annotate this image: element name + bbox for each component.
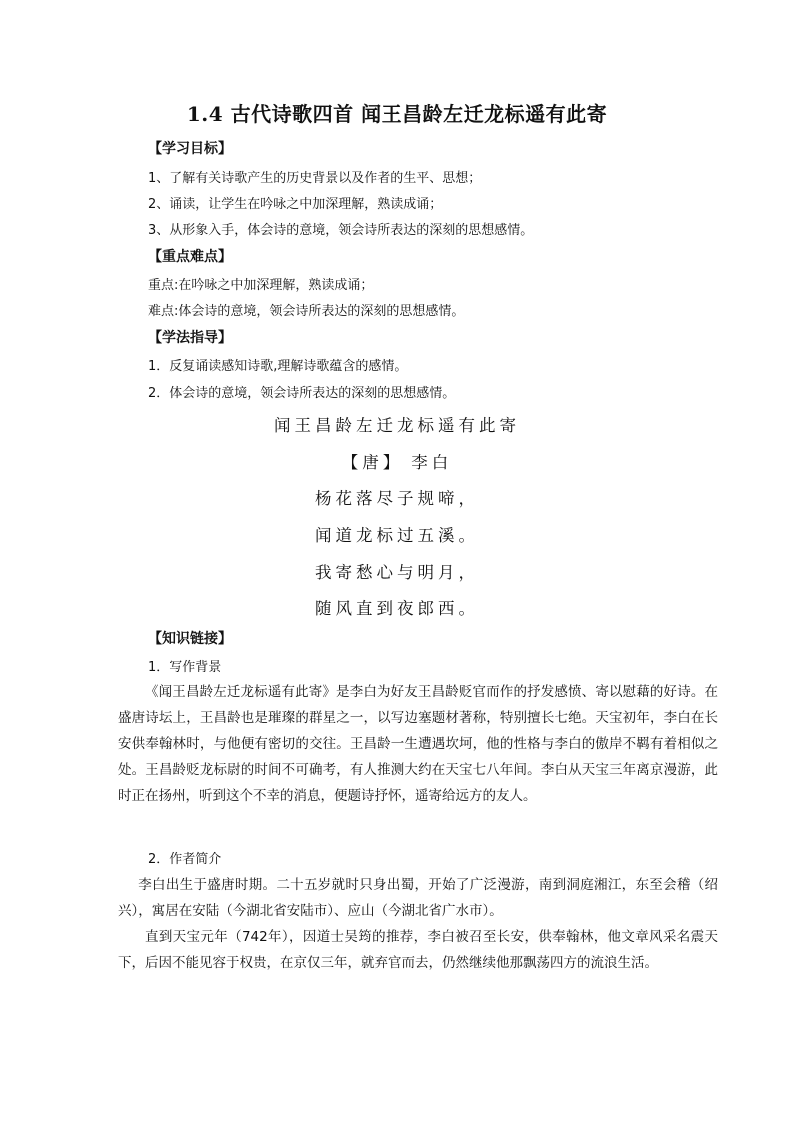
poem-author: 李白	[411, 453, 453, 472]
subheading-author-intro: 2．作者简介	[148, 852, 222, 867]
guidance-item: 1．反复诵读感知诗歌,理解诗歌蕴含的感情。	[148, 359, 408, 374]
section-heading-knowledge: 【知识链接】	[148, 631, 232, 647]
goal-item: 2、诵读，让学生在吟咏之中加深理解，熟读成诵；	[148, 197, 443, 212]
poem-line: 杨花落尽子规啼，	[315, 489, 479, 508]
paragraph-author-intro: 李白出生于盛唐时期。二十五岁就时只身出蜀，开始了广泛漫游，南到洞庭湘江，东至会稽（绍兴），寓居在安陆（今湖北省安陆市）、应山（今湖北省广水市）。	[118, 877, 718, 919]
poem-author-line	[0, 449, 794, 473]
goal-item: 1、了解有关诗歌产生的历史背景以及作者的生平、思想；	[148, 171, 482, 186]
paragraph-background: 《闻王昌龄左迁龙标遥有此寄》是李白为好友王昌龄贬官而作的抒发感愤、寄以慰藉的好诗。在盛唐诗坛上，王昌龄也是璀璨的群星之一，以写边塞题材著称，特别擅长七绝。天宝初年，李白在长安供奉翰林时，与他便有密切的交往。王昌龄一生遭遇坎坷，他的性格与李白的傲岸不羁有着相似之处。王昌龄贬龙标尉的时间不可确考，有人推测大约在天宝七八年间。李白从天宝三年离京漫游，此时正在扬州，听到这个不幸的消息，便题诗抒怀，遥寄给远方的友人。	[118, 684, 718, 804]
poem-line: 随风直到夜郎西。	[315, 599, 479, 618]
paragraph-author-career: 直到天宝元年（742年），因道士吴筠的推荐，李白被召至长安，供奉翰林，他文章风采名震天下，后因不能见容于权贵，在京仅三年，就弃官而去，仍然继续他那飘荡四方的流浪生活。	[118, 929, 718, 971]
guidance-item: 2．体会诗的意境，领会诗所表达的深刻的思想感情。	[148, 386, 456, 401]
key-point-item: 重点:在吟咏之中加深理解，熟读成诵；	[148, 278, 374, 293]
subheading-background: 1．写作背景	[148, 660, 222, 675]
key-point-item: 难点:体会诗的意境，领会诗所表达的深刻的思想感情。	[148, 304, 465, 319]
section-heading-key-points: 【重点难点】	[148, 249, 232, 265]
goal-item: 3、从形象入手，体会诗的意境，领会诗所表达的深刻的思想感情。	[148, 223, 534, 238]
page-title: 1.4 古代诗歌四首 闻王昌龄左迁龙标遥有此寄	[186, 102, 608, 126]
section-heading-guidance: 【学法指导】	[148, 330, 232, 346]
poem-line: 我寄愁心与明月，	[315, 563, 479, 582]
section-heading-goals: 【学习目标】	[148, 141, 232, 157]
poem-title: 闻王昌龄左迁龙标遥有此寄	[274, 416, 520, 435]
poem-dynasty: 【唐】	[341, 453, 404, 472]
poem-line: 闻道龙标过五溪。	[315, 526, 479, 545]
